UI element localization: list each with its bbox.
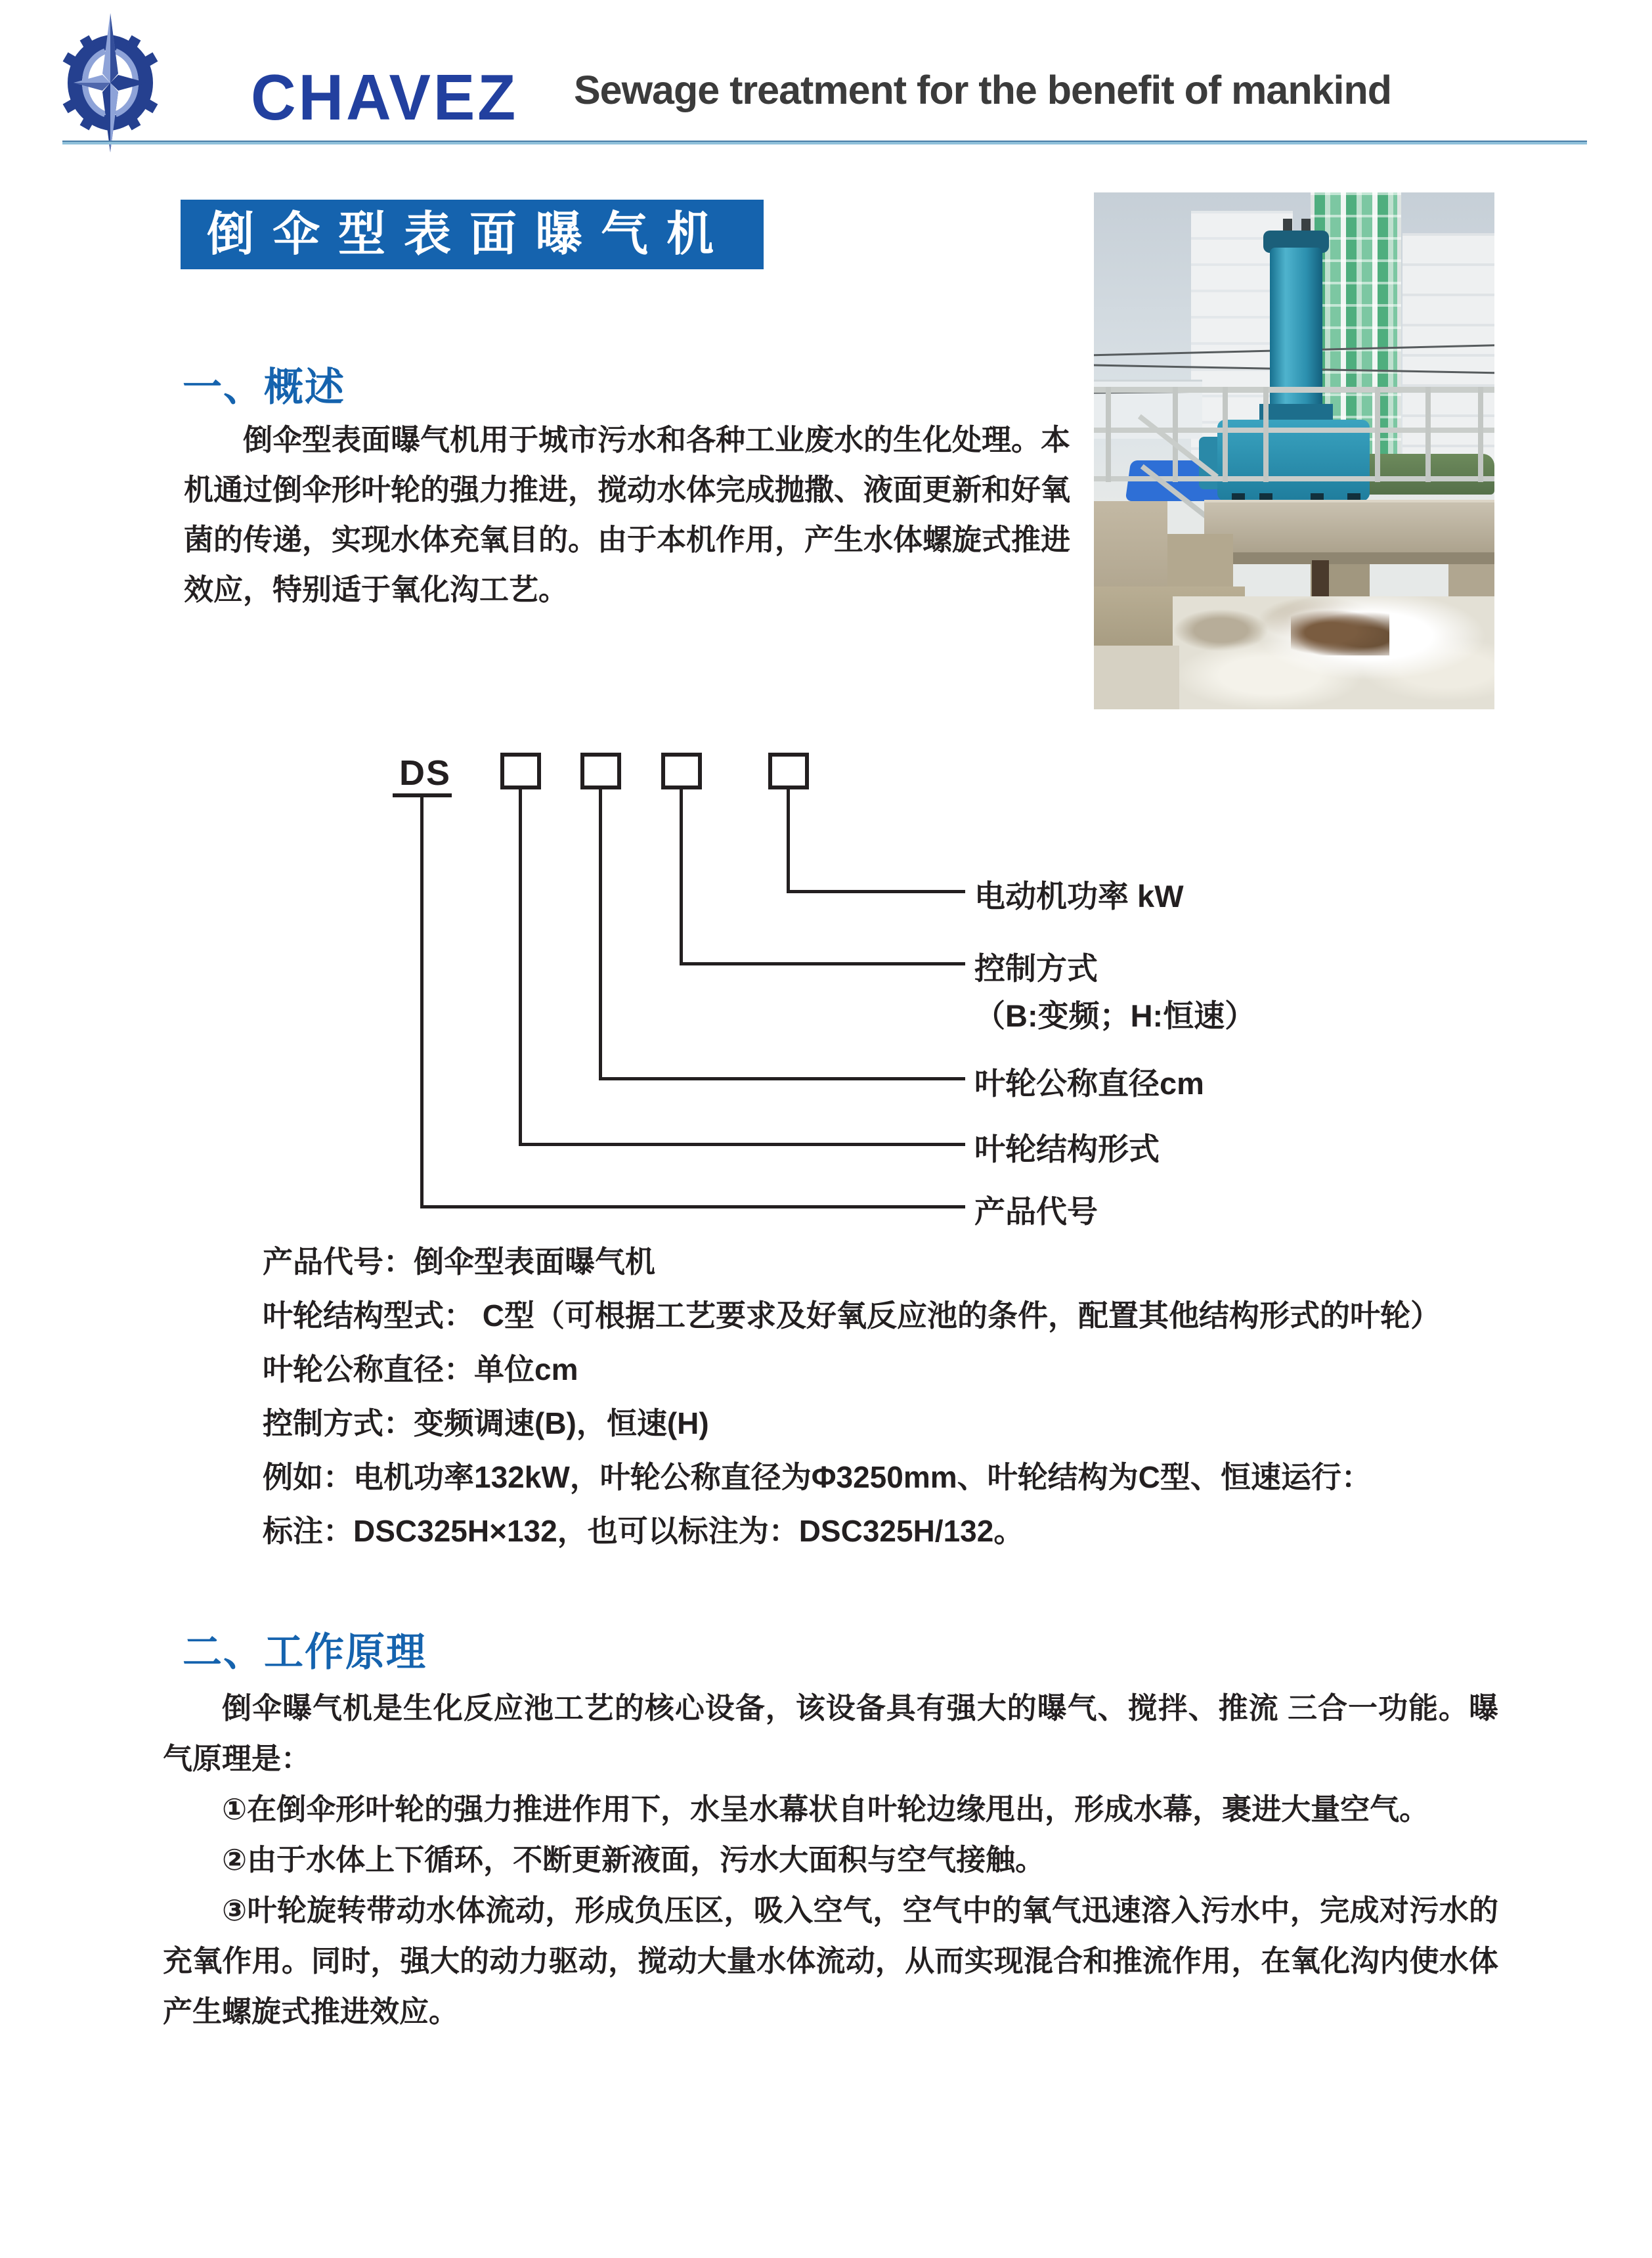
concrete-platform-edge [1204, 552, 1494, 564]
model-prefix: DS [399, 753, 452, 793]
aerator-flange [1259, 404, 1333, 421]
connector-vertical-prefix [420, 797, 424, 1208]
model-digit-box-3 [661, 753, 702, 789]
railing-post [1478, 387, 1483, 482]
diagram-label-impeller-diameter: 叶轮公称直径cm [974, 1066, 1204, 1101]
model-digit-box-1 [500, 753, 541, 789]
model-digit-box-2 [580, 753, 621, 789]
header-divider [62, 141, 1587, 144]
water-left [1094, 646, 1179, 709]
diagram-label-product-code: 产品代号 [974, 1194, 1098, 1229]
connector-horizontal-impeller-structure [519, 1143, 965, 1146]
railing-post [1173, 387, 1178, 482]
connector-horizontal-product-code [420, 1205, 965, 1208]
diagram-label-control-mode-sub: （B:变频；H:恒速） [974, 998, 1256, 1033]
gear-compass-logo-icon [59, 13, 162, 152]
railing-post [1375, 387, 1380, 482]
connector-vertical-box1 [519, 789, 522, 1146]
connector-horizontal-motor-power [787, 890, 965, 893]
section2-paragraph-intro: 倒伞曝气机是生化反应池工艺的核心设备，该设备具有强大的曝气、搅拌、推流 三合一功能。曝气原理是： [163, 1691, 1498, 1775]
connector-horizontal-control-mode [680, 962, 965, 965]
section2-paragraph-2: ②由于水体上下循环，不断更新液面，污水大面积与空气接触。 [222, 1843, 1045, 1876]
diagram-label-control-mode: 控制方式 [974, 951, 1098, 986]
header-tagline: Sewage treatment for the benefit of mankind [574, 68, 1391, 112]
diagram-label-impeller-structure: 叶轮结构形式 [974, 1132, 1160, 1166]
connector-horizontal-impeller-diameter [599, 1077, 965, 1080]
product-title: 倒伞型表面曝气机 [207, 208, 733, 261]
section2-paragraph-1: ①在倒伞形叶轮的强力推进作用下，水呈水幕状自叶轮边缘甩出，形成水幕，裹进大量空气。 [222, 1792, 1429, 1826]
diagram-label-motor-power: 电动机功率 kW [974, 879, 1184, 914]
model-code-notes [263, 1245, 1441, 1568]
brand-wordmark: CHAVEZ [251, 61, 519, 133]
railing-post [1425, 387, 1431, 482]
railing-post [1223, 387, 1228, 482]
splash-zone [1291, 609, 1389, 655]
section1-heading: 一、概述 [183, 365, 345, 409]
railing-post [1106, 387, 1111, 482]
note-control-mode: 控制方式：变频调速(B)，恒速(H) [263, 1406, 709, 1440]
guard-railing-top [1094, 387, 1494, 393]
railing-post [1263, 387, 1269, 482]
section1-paragraph: 倒伞型表面曝气机用于城市污水和各种工业废水的生化处理。本机通过倒伞形叶轮的强力推进，搅动水体完成抛撒、液面更新和好氧菌的传递，实现水体充氧目的。由于本机作用，产生水体螺旋式推进效应，特别适于氧化沟工艺。 [184, 423, 1071, 606]
note-example: 例如：电机功率132kW，叶轮公称直径为Φ3250mm、叶轮结构为C型、恒速运行： [263, 1460, 1372, 1494]
section2-heading: 二、工作原理 [183, 1630, 427, 1674]
product-title-banner [181, 200, 764, 269]
note-impeller-structure: 叶轮结构型式： C型（可根据工艺要求及好氧反应池的条件，配置其他结构形式的叶轮） [263, 1298, 1441, 1333]
section2-paragraph-3: ③叶轮旋转带动水体流动，形成负压区，吸入空气，空气中的氧气迅速溶入污水中，完成对污水的充氧作用。同时，强大的动力驱动，搅动大量水体流动，从而实现混合和推流作用，在氧化沟内使水体产生螺旋式推进效应。 [163, 1893, 1498, 2028]
section2-body [163, 1683, 1498, 2037]
connector-vertical-box3 [680, 789, 683, 965]
note-impeller-diameter: 叶轮公称直径：单位cm [263, 1352, 578, 1386]
section1-body [184, 415, 1070, 615]
note-designation: 标注：DSC325H×132，也可以标注为：DSC325H/132。 [263, 1514, 1024, 1548]
connector-vertical-box4 [787, 789, 790, 893]
connector-vertical-box2 [599, 789, 602, 1080]
model-digit-box-4 [768, 753, 809, 789]
concrete-platform [1204, 500, 1494, 560]
note-product-code: 产品代号：倒伞型表面曝气机 [263, 1245, 655, 1279]
product-photo [1094, 192, 1494, 709]
